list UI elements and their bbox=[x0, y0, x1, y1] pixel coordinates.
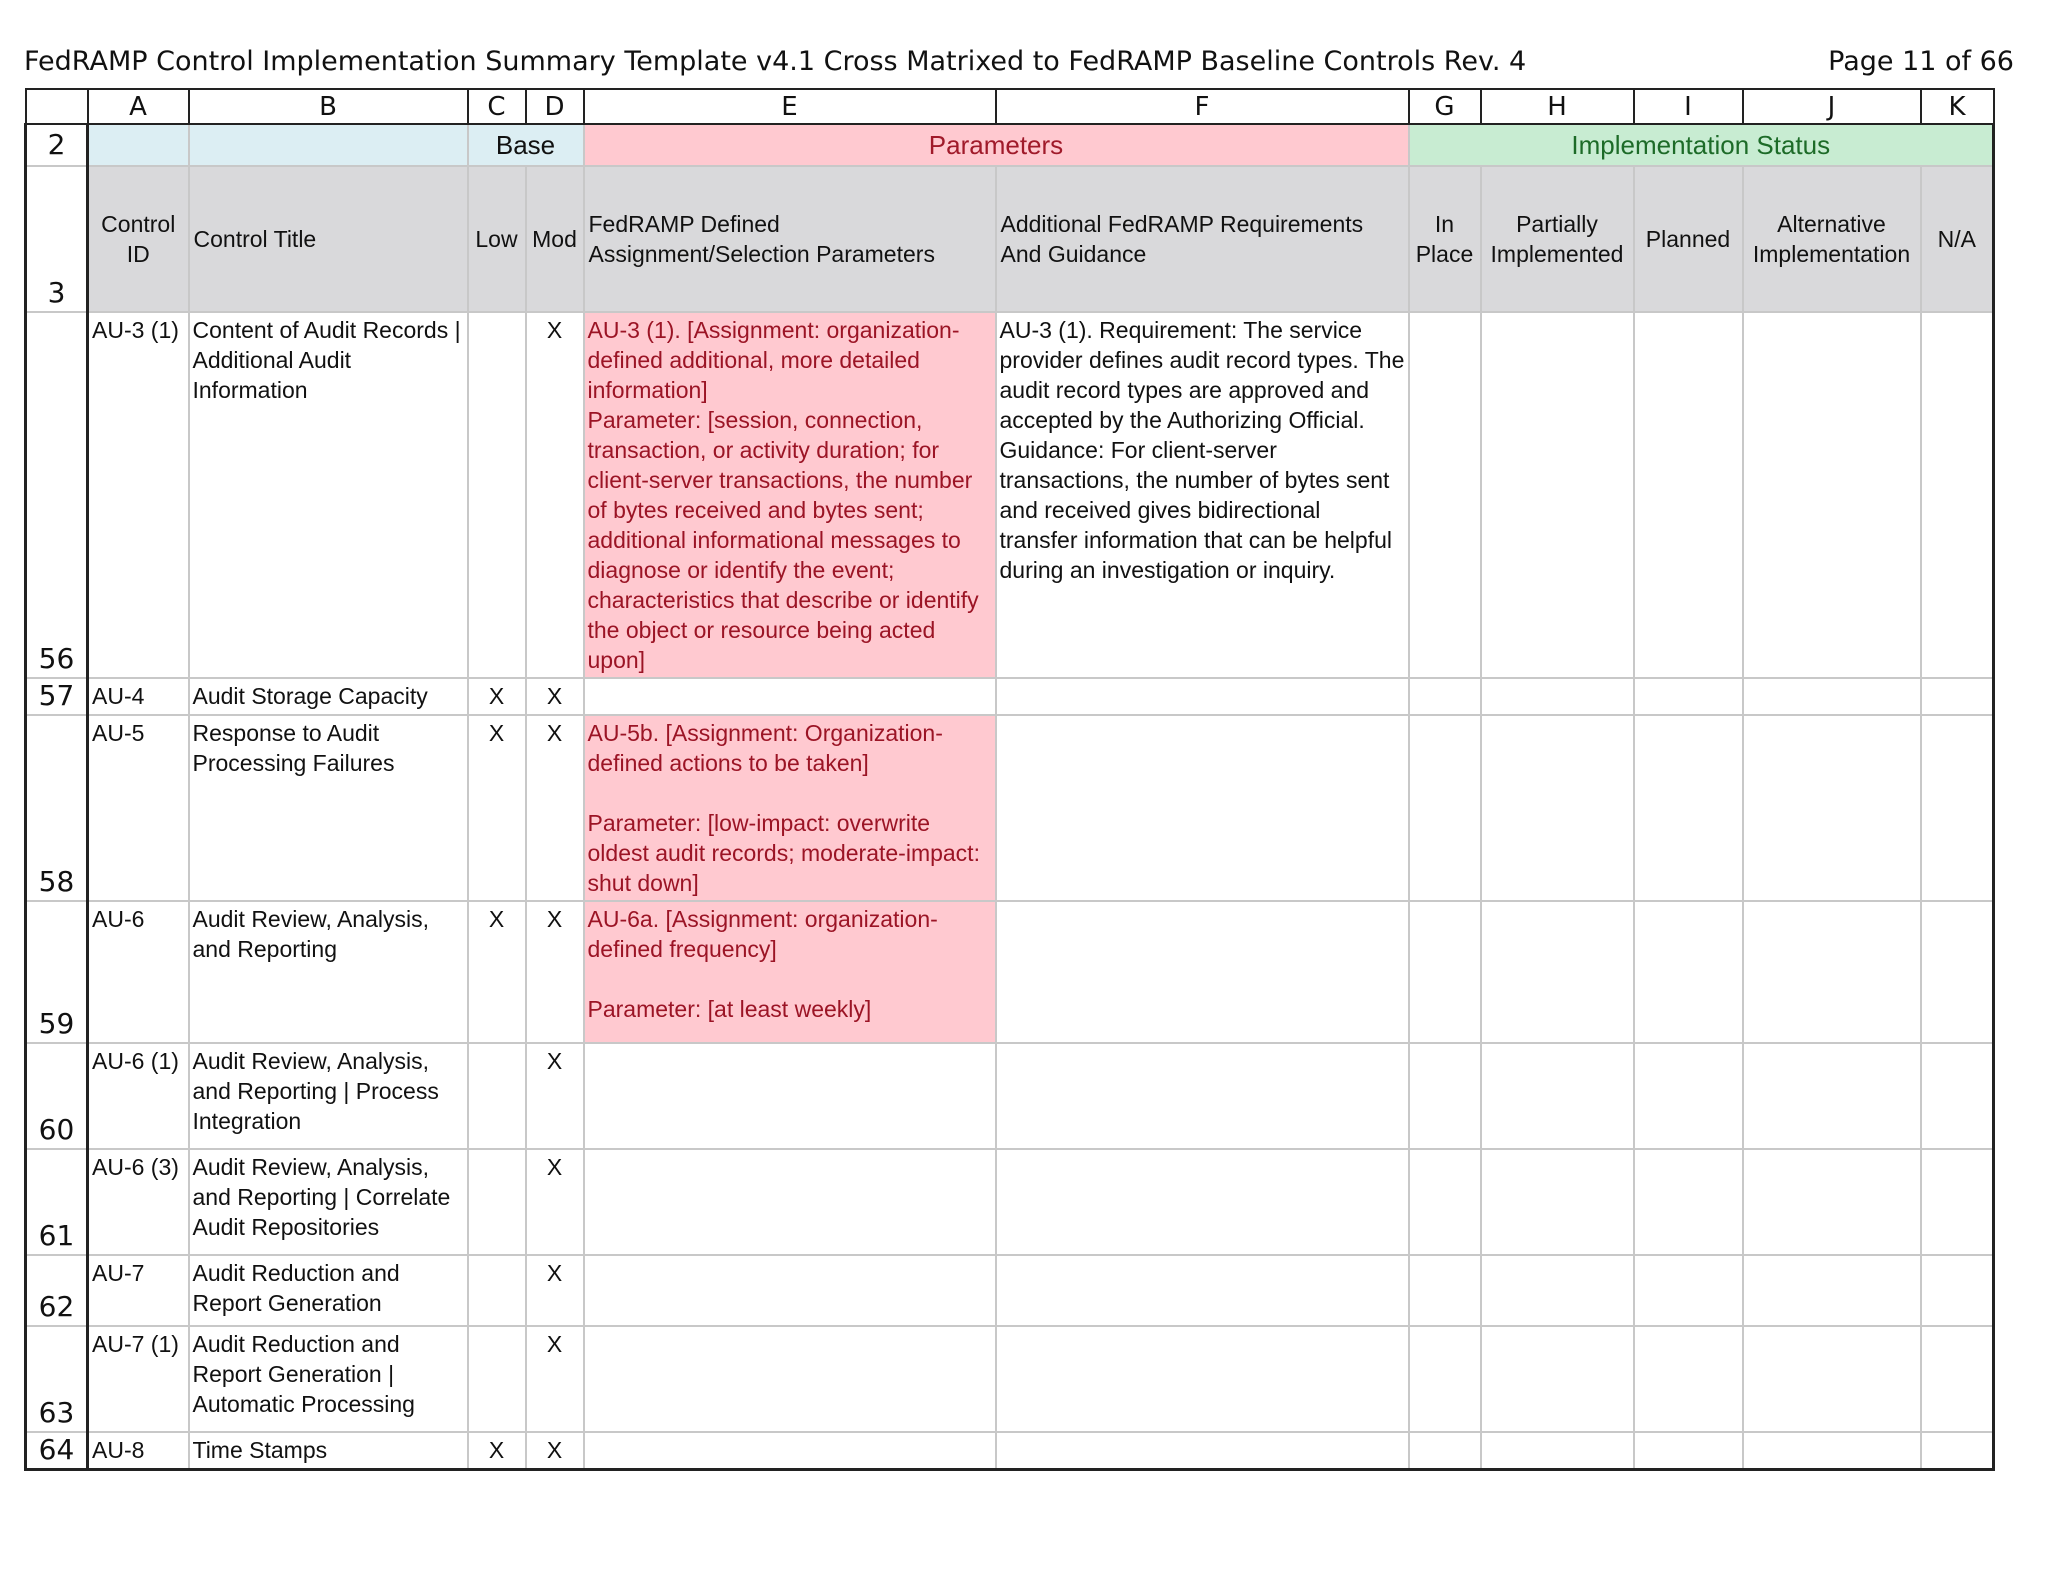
column-letter: D bbox=[526, 89, 584, 124]
partially-implemented-cell bbox=[1481, 1326, 1634, 1432]
planned-cell bbox=[1634, 1255, 1743, 1326]
row-number: 62 bbox=[26, 1255, 88, 1326]
column-letter: K bbox=[1921, 89, 1994, 124]
column-letter: H bbox=[1481, 89, 1634, 124]
control-id-cell: AU-7 bbox=[88, 1255, 189, 1326]
corner-cell bbox=[26, 89, 88, 124]
header-planned: Planned bbox=[1634, 166, 1743, 312]
in-place-cell bbox=[1409, 1043, 1481, 1149]
alternative-implementation-cell bbox=[1743, 1149, 1921, 1255]
control-title-cell: Audit Review, Analysis, and Reporting bbox=[189, 901, 468, 1043]
control-id-cell: AU-7 (1) bbox=[88, 1326, 189, 1432]
mod-baseline-cell: X bbox=[526, 715, 584, 901]
header-na: N/A bbox=[1921, 166, 1994, 312]
column-letter: F bbox=[996, 89, 1409, 124]
control-matrix-table bbox=[24, 88, 1995, 1471]
parameters-cell: AU-5b. [Assignment: Organization-defined actions to be taken] Parameter: [low-impact: overwrite oldest audit records; moderate-impact: shut down] bbox=[584, 715, 996, 901]
table-row bbox=[26, 312, 1994, 678]
alternative-implementation-cell bbox=[1743, 1432, 1921, 1470]
na-cell bbox=[1921, 312, 1994, 678]
parameters-cell bbox=[584, 678, 996, 715]
row-number: 58 bbox=[26, 715, 88, 901]
control-title-cell: Audit Review, Analysis, and Reporting | Correlate Audit Repositories bbox=[189, 1149, 468, 1255]
additional-requirements-cell bbox=[996, 1326, 1409, 1432]
low-baseline-cell: X bbox=[468, 715, 526, 901]
in-place-cell bbox=[1409, 1255, 1481, 1326]
in-place-cell bbox=[1409, 678, 1481, 715]
row-number: 3 bbox=[26, 166, 88, 312]
additional-requirements-cell bbox=[996, 1432, 1409, 1470]
control-title-cell: Audit Reduction and Report Generation | Automatic Processing bbox=[189, 1326, 468, 1432]
planned-cell bbox=[1634, 1432, 1743, 1470]
in-place-cell bbox=[1409, 901, 1481, 1043]
mod-baseline-cell: X bbox=[526, 901, 584, 1043]
parameters-cell bbox=[584, 1432, 996, 1470]
mod-baseline-cell: X bbox=[526, 312, 584, 678]
in-place-cell bbox=[1409, 1149, 1481, 1255]
row-number: 64 bbox=[26, 1432, 88, 1470]
header-control-title: Control Title bbox=[189, 166, 468, 312]
additional-requirements-cell: AU-3 (1). Requirement: The service provider defines audit record types. The audit record types are approved and accepted by the Authorizing Official. Guidance: For client-server transactions, the number of bytes sent and received gives bidirectional transfer information that can be helpful during an investigation or inquiry. bbox=[996, 312, 1409, 678]
alternative-implementation-cell bbox=[1743, 1255, 1921, 1326]
control-title-cell: Response to Audit Processing Failures bbox=[189, 715, 468, 901]
parameters-cell bbox=[584, 1326, 996, 1432]
partially-implemented-cell bbox=[1481, 312, 1634, 678]
header-additional-requirements: Additional FedRAMP Requirements And Guidance bbox=[996, 166, 1409, 312]
na-cell bbox=[1921, 678, 1994, 715]
in-place-cell bbox=[1409, 1326, 1481, 1432]
low-baseline-cell bbox=[468, 312, 526, 678]
row-number: 63 bbox=[26, 1326, 88, 1432]
in-place-cell bbox=[1409, 715, 1481, 901]
table-row bbox=[26, 1149, 1994, 1255]
planned-cell bbox=[1634, 1326, 1743, 1432]
table-row bbox=[26, 1326, 1994, 1432]
in-place-cell bbox=[1409, 1432, 1481, 1470]
na-cell bbox=[1921, 1255, 1994, 1326]
parameters-band: Parameters bbox=[584, 124, 1409, 166]
low-baseline-cell bbox=[468, 1326, 526, 1432]
band-cell bbox=[189, 124, 468, 166]
row-number: 56 bbox=[26, 312, 88, 678]
column-letter: E bbox=[584, 89, 996, 124]
control-id-cell: AU-3 (1) bbox=[88, 312, 189, 678]
alternative-implementation-cell bbox=[1743, 1326, 1921, 1432]
partially-implemented-cell bbox=[1481, 715, 1634, 901]
column-letter: A bbox=[88, 89, 189, 124]
document-header bbox=[24, 46, 2014, 86]
planned-cell bbox=[1634, 1043, 1743, 1149]
control-id-cell: AU-6 bbox=[88, 901, 189, 1043]
partially-implemented-cell bbox=[1481, 1255, 1634, 1326]
partially-implemented-cell bbox=[1481, 678, 1634, 715]
base-band: Base bbox=[468, 124, 584, 166]
mod-baseline-cell: X bbox=[526, 678, 584, 715]
implementation-status-band: Implementation Status bbox=[1409, 124, 1994, 166]
mod-baseline-cell: X bbox=[526, 1043, 584, 1149]
additional-requirements-cell bbox=[996, 678, 1409, 715]
band-row bbox=[26, 124, 1994, 166]
control-id-cell: AU-5 bbox=[88, 715, 189, 901]
column-letter: B bbox=[189, 89, 468, 124]
table-row bbox=[26, 1043, 1994, 1149]
additional-requirements-cell bbox=[996, 901, 1409, 1043]
parameters-cell: AU-3 (1). [Assignment: organization-defined additional, more detailed information] Parameter: [session, connection, transaction, or activity duration; for client-server transactions, the number of bytes received and bytes sent; additional informational messages to diagnose or identify the event; characteristics that describe or identify the object or resource being acted upon] bbox=[584, 312, 996, 678]
additional-requirements-cell bbox=[996, 715, 1409, 901]
na-cell bbox=[1921, 1149, 1994, 1255]
column-letter: I bbox=[1634, 89, 1743, 124]
table-row bbox=[26, 715, 1994, 901]
partially-implemented-cell bbox=[1481, 901, 1634, 1043]
low-baseline-cell bbox=[468, 1255, 526, 1326]
low-baseline-cell: X bbox=[468, 1432, 526, 1470]
row-number: 61 bbox=[26, 1149, 88, 1255]
column-letter: C bbox=[468, 89, 526, 124]
partially-implemented-cell bbox=[1481, 1149, 1634, 1255]
alternative-implementation-cell bbox=[1743, 901, 1921, 1043]
row-number: 57 bbox=[26, 678, 88, 715]
header-mod: Mod bbox=[526, 166, 584, 312]
control-title-cell: Audit Storage Capacity bbox=[189, 678, 468, 715]
control-id-cell: AU-6 (3) bbox=[88, 1149, 189, 1255]
low-baseline-cell: X bbox=[468, 901, 526, 1043]
low-baseline-cell bbox=[468, 1149, 526, 1255]
column-header-row bbox=[26, 166, 1994, 312]
alternative-implementation-cell bbox=[1743, 312, 1921, 678]
header-control-id: Control ID bbox=[88, 166, 189, 312]
parameters-cell bbox=[584, 1149, 996, 1255]
row-number: 2 bbox=[26, 124, 88, 166]
partially-implemented-cell bbox=[1481, 1043, 1634, 1149]
planned-cell bbox=[1634, 901, 1743, 1043]
in-place-cell bbox=[1409, 312, 1481, 678]
header-alternative-implementation: Alternative Implementation bbox=[1743, 166, 1921, 312]
control-title-cell: Audit Reduction and Report Generation bbox=[189, 1255, 468, 1326]
planned-cell bbox=[1634, 312, 1743, 678]
additional-requirements-cell bbox=[996, 1043, 1409, 1149]
header-parameters: FedRAMP Defined Assignment/Selection Parameters bbox=[584, 166, 996, 312]
control-id-cell: AU-6 (1) bbox=[88, 1043, 189, 1149]
alternative-implementation-cell bbox=[1743, 678, 1921, 715]
na-cell bbox=[1921, 715, 1994, 901]
parameters-cell bbox=[584, 1043, 996, 1149]
planned-cell bbox=[1634, 1149, 1743, 1255]
column-letter-row bbox=[26, 89, 1994, 124]
column-letter: J bbox=[1743, 89, 1921, 124]
additional-requirements-cell bbox=[996, 1255, 1409, 1326]
control-title-cell: Time Stamps bbox=[189, 1432, 468, 1470]
page-number: Page 11 of 66 bbox=[1828, 46, 2014, 77]
control-title-cell: Content of Audit Records | Additional Audit Information bbox=[189, 312, 468, 678]
column-letter: G bbox=[1409, 89, 1481, 124]
alternative-implementation-cell bbox=[1743, 1043, 1921, 1149]
na-cell bbox=[1921, 1043, 1994, 1149]
row-number: 59 bbox=[26, 901, 88, 1043]
control-id-cell: AU-8 bbox=[88, 1432, 189, 1470]
header-low: Low bbox=[468, 166, 526, 312]
low-baseline-cell bbox=[468, 1043, 526, 1149]
control-title-cell: Audit Review, Analysis, and Reporting | Process Integration bbox=[189, 1043, 468, 1149]
low-baseline-cell: X bbox=[468, 678, 526, 715]
band-cell bbox=[88, 124, 189, 166]
parameters-cell: AU-6a. [Assignment: organization-defined frequency] Parameter: [at least weekly] bbox=[584, 901, 996, 1043]
na-cell bbox=[1921, 901, 1994, 1043]
row-number: 60 bbox=[26, 1043, 88, 1149]
planned-cell bbox=[1634, 678, 1743, 715]
header-in-place: In Place bbox=[1409, 166, 1481, 312]
na-cell bbox=[1921, 1326, 1994, 1432]
mod-baseline-cell: X bbox=[526, 1432, 584, 1470]
additional-requirements-cell bbox=[996, 1149, 1409, 1255]
mod-baseline-cell: X bbox=[526, 1255, 584, 1326]
partially-implemented-cell bbox=[1481, 1432, 1634, 1470]
alternative-implementation-cell bbox=[1743, 715, 1921, 901]
mod-baseline-cell: X bbox=[526, 1326, 584, 1432]
header-partially-implemented: Partially Implemented bbox=[1481, 166, 1634, 312]
document-title: FedRAMP Control Implementation Summary Template v4.1 Cross Matrixed to FedRAMP Baseline Controls Rev. 4 bbox=[24, 46, 1527, 77]
planned-cell bbox=[1634, 715, 1743, 901]
na-cell bbox=[1921, 1432, 1994, 1470]
table-row bbox=[26, 1432, 1994, 1470]
control-id-cell: AU-4 bbox=[88, 678, 189, 715]
table-row bbox=[26, 1255, 1994, 1326]
mod-baseline-cell: X bbox=[526, 1149, 584, 1255]
parameters-cell bbox=[584, 1255, 996, 1326]
table-row bbox=[26, 678, 1994, 715]
table-row bbox=[26, 901, 1994, 1043]
